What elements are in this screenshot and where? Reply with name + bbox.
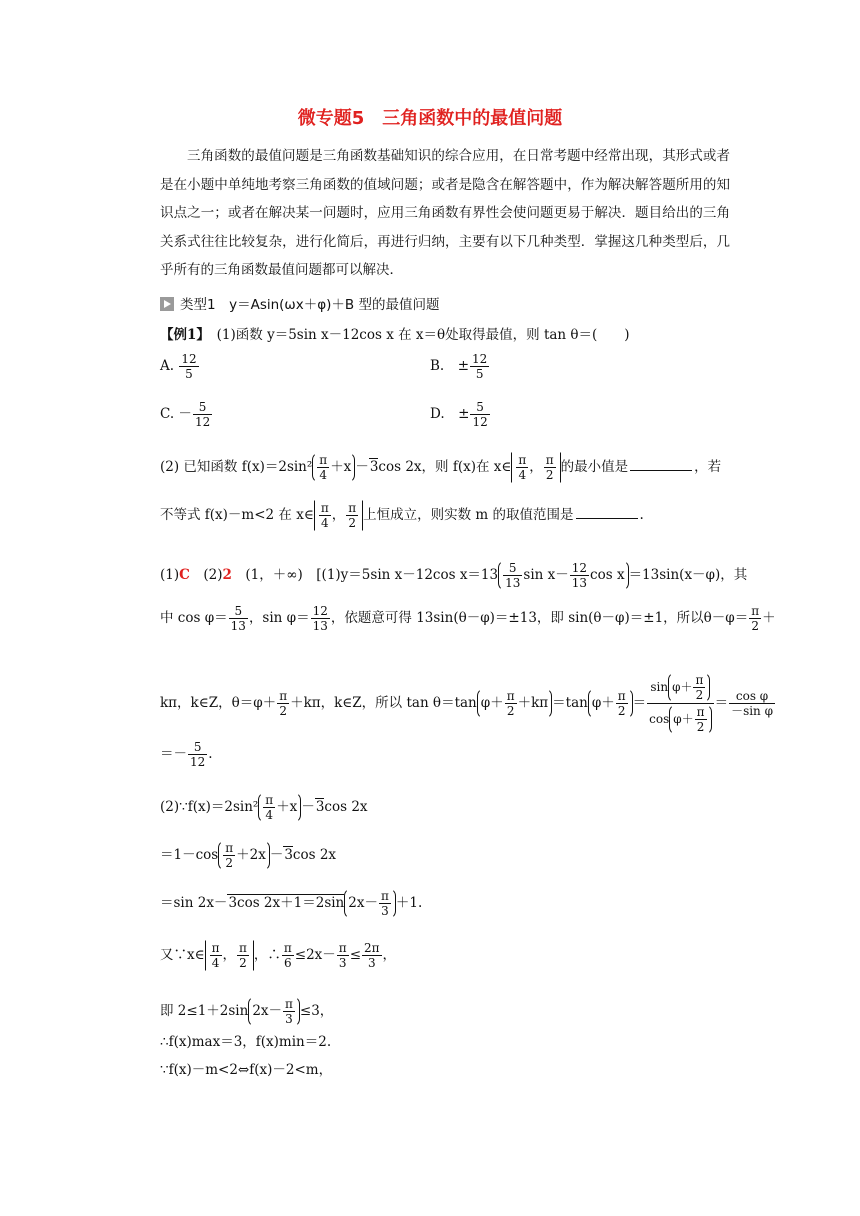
solution2-line-2: ＝1－cos $\frac{\pi}{2}$ ＋2x －3cos 2x xyxy=(160,841,337,870)
option-c: C. － $\frac{5}{12}$ xyxy=(160,400,211,429)
solution-line-4: ＝－ $\frac{5}{12}$ . xyxy=(160,740,213,769)
solution2-line-3: ＝sin 2x－3cos 2x＋1＝2sin 2x－ $\frac{\pi}{3}$ ＋1. xyxy=(160,889,423,918)
solution-line-2: 中 cos φ＝ $\frac{5}{13}$ ，sin φ＝ $\frac{12}{13}$ ，依题意可得 13sin(θ－φ)＝±13，即 sin(θ－φ)＝±1，所以θ－φ＝ $\frac{\pi}{2}$ ＋ xyxy=(160,604,776,633)
solution2-line-7: ∵f(x)－m<2⇔f(x)－2<m， xyxy=(160,1062,333,1078)
option-a: A. $\frac{12}{5}$ xyxy=(160,352,197,381)
option-d: D. ± $\frac{5}{12}$ xyxy=(430,400,488,429)
example-question-2: (2) 已知函数 f(x)＝2sin² $\frac{\pi}{4}$ ＋x －3cos 2x，则 f(x)在 x∈ $\frac{\pi}{4}$ ， $\frac{\pi}{2}$ 的最小值是 ，若 xyxy=(160,453,722,482)
type-heading: 类型1 y＝Asin(ωx＋φ)＋B 型的最值问题 xyxy=(160,293,439,313)
solution-line-1: (1)C (2)2 (1，＋∞) [(1)y＝5sin x－12cos x＝13 $\frac{5}{13}$ sin x－ $\frac{12}{13}$ cos x ＝13sin(x－φ)，其 xyxy=(160,561,748,590)
page-title: 微专题5 三角函数中的最值问题 xyxy=(297,108,563,129)
solution2-line-5: 即 2≤1＋2sin 2x－ $\frac{\pi}{3}$ ≤3， xyxy=(160,997,334,1026)
solution2-line-6: ∴f(x)max＝3，f(x)min＝2. xyxy=(160,1034,332,1050)
answer-blank-2 xyxy=(576,518,638,519)
solution2-line-1: (2)∵f(x)＝2sin² $\frac{\pi}{4}$ ＋x －3cos 2x xyxy=(160,793,368,822)
option-b: B. ± $\frac{12}{5}$ xyxy=(430,352,488,381)
solution2-line-4: 又∵x∈ $\frac{\pi}{4}$ ， $\frac{\pi}{2}$ ，∴ $\frac{\pi}{6}$ ≤2x－ $\frac{\pi}{3}$ ≤ $\frac{2\pi}{3}$ ， xyxy=(160,941,397,970)
example-question-2-line2: 不等式 f(x)－m<2 在 x∈ $\frac{\pi}{4}$ ， $\frac{\pi}{2}$ 上恒成立，则实数 m 的取值范围是 . xyxy=(160,501,644,530)
answer-blank-1 xyxy=(630,470,692,471)
intro-paragraph: 三角函数的最值问题是三角函数基础知识的综合应用，在日常考题中经常出现，其形式或者是在小题中单纯地考察三角函数的值域问题；或者是隐含在解答题中，作为解决解答题所用的知识点之一；或者在解决某一问题时，应用三角函数有界性会使问题更易于解决．题目给出的三角关系式往往比较复杂，进行化简后，再进行归纳，主要有以下几种类型．掌握这几种类型后，几乎所有的三角函数最值问题都可以解决． xyxy=(160,148,730,278)
example-question-1: 【例1】 (1)函数 y＝5sin x－12cos x 在 x＝θ处取得最值，则 tan θ＝( ) xyxy=(160,327,630,343)
solution-line-3: kπ，k∈Z，θ＝φ＋ $\frac{\pi}{2}$ ＋kπ，k∈Z，所以 tan θ＝tan φ＋ $\frac{\pi}{2}$ ＋kπ ＝tan φ＋ $\frac{\pi}{2}$ ＝ sin φ＋ $\frac{\pi}{2}$ cos φ＋ $\frac{\pi}{2}$ ＝ $\frac{\text{cos φ}}{\text{－sin φ}}$ xyxy=(160,673,774,734)
play-icon xyxy=(160,297,174,311)
